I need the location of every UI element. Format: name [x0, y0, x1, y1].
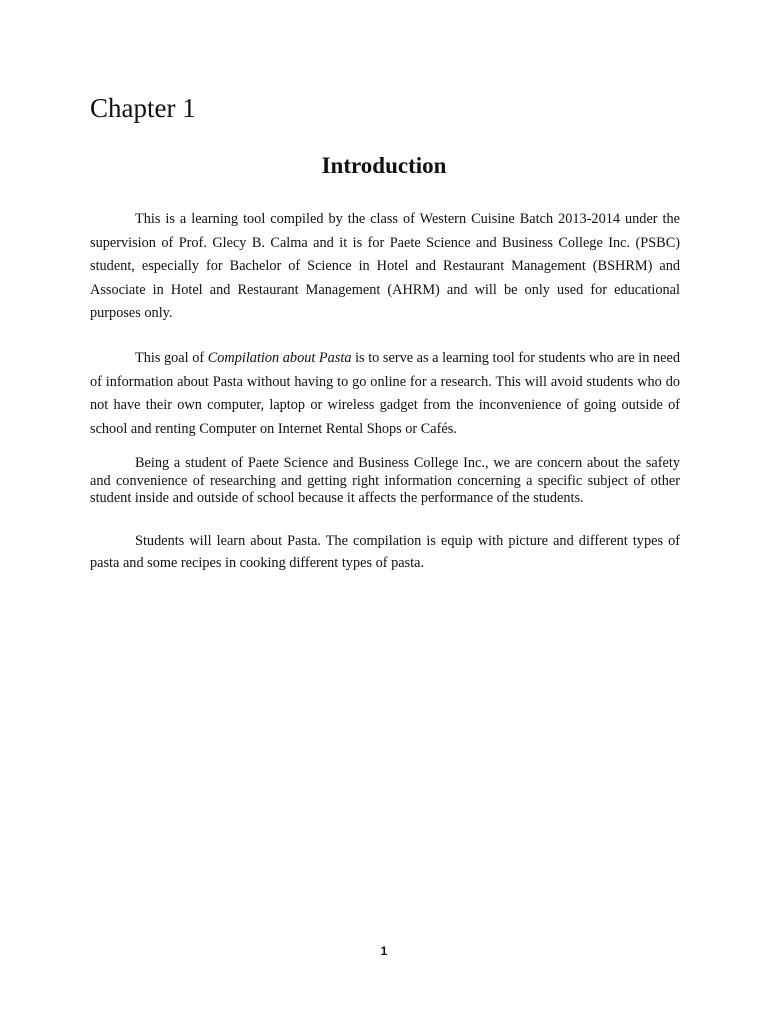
paragraph-2-text-after: is to serve as a learning tool for students who are in need of information about Pasta without having to go online for a research. This will avoid students who do not have their own computer, laptop or wireless gadget from the inconvenience of going outside of school and renting Computer on Internet Rental Shops or Cafés. [90, 350, 680, 437]
intro-paragraph-1: This is a learning tool compiled by the class of Western Cuisine Batch 2013-2014 under the supervision of Prof. Glecy B. Calma and it is for Paete Science and Business College Inc. (PSBC) student, especially for Bachelor of Science in Hotel and Restaurant Management (BSHRM) and Associate in Hotel and Restaurant Management (AHRM) and will be only used for educational purposes only. [90, 211, 680, 321]
page-title: Introduction [321, 153, 447, 178]
chapter-heading: Chapter 1 [90, 93, 196, 123]
compilation-title-italic: Compilation about Pasta [207, 350, 352, 366]
paragraph-2-text-before: This goal of [135, 350, 208, 366]
intro-paragraph-2 [90, 347, 680, 441]
page-number: 1 [380, 944, 388, 958]
intro-paragraph-4: Students will learn about Pasta. The compilation is equip with picture and different types of pasta and some recipes in cooking different types of pasta. [90, 533, 680, 571]
intro-paragraph-3: Being a student of Paete Science and Business College Inc., we are concern about the safety and convenience of researching and getting right information concerning a specific subject of other student inside and outside of school because it affects the performance of the students. [90, 455, 680, 506]
